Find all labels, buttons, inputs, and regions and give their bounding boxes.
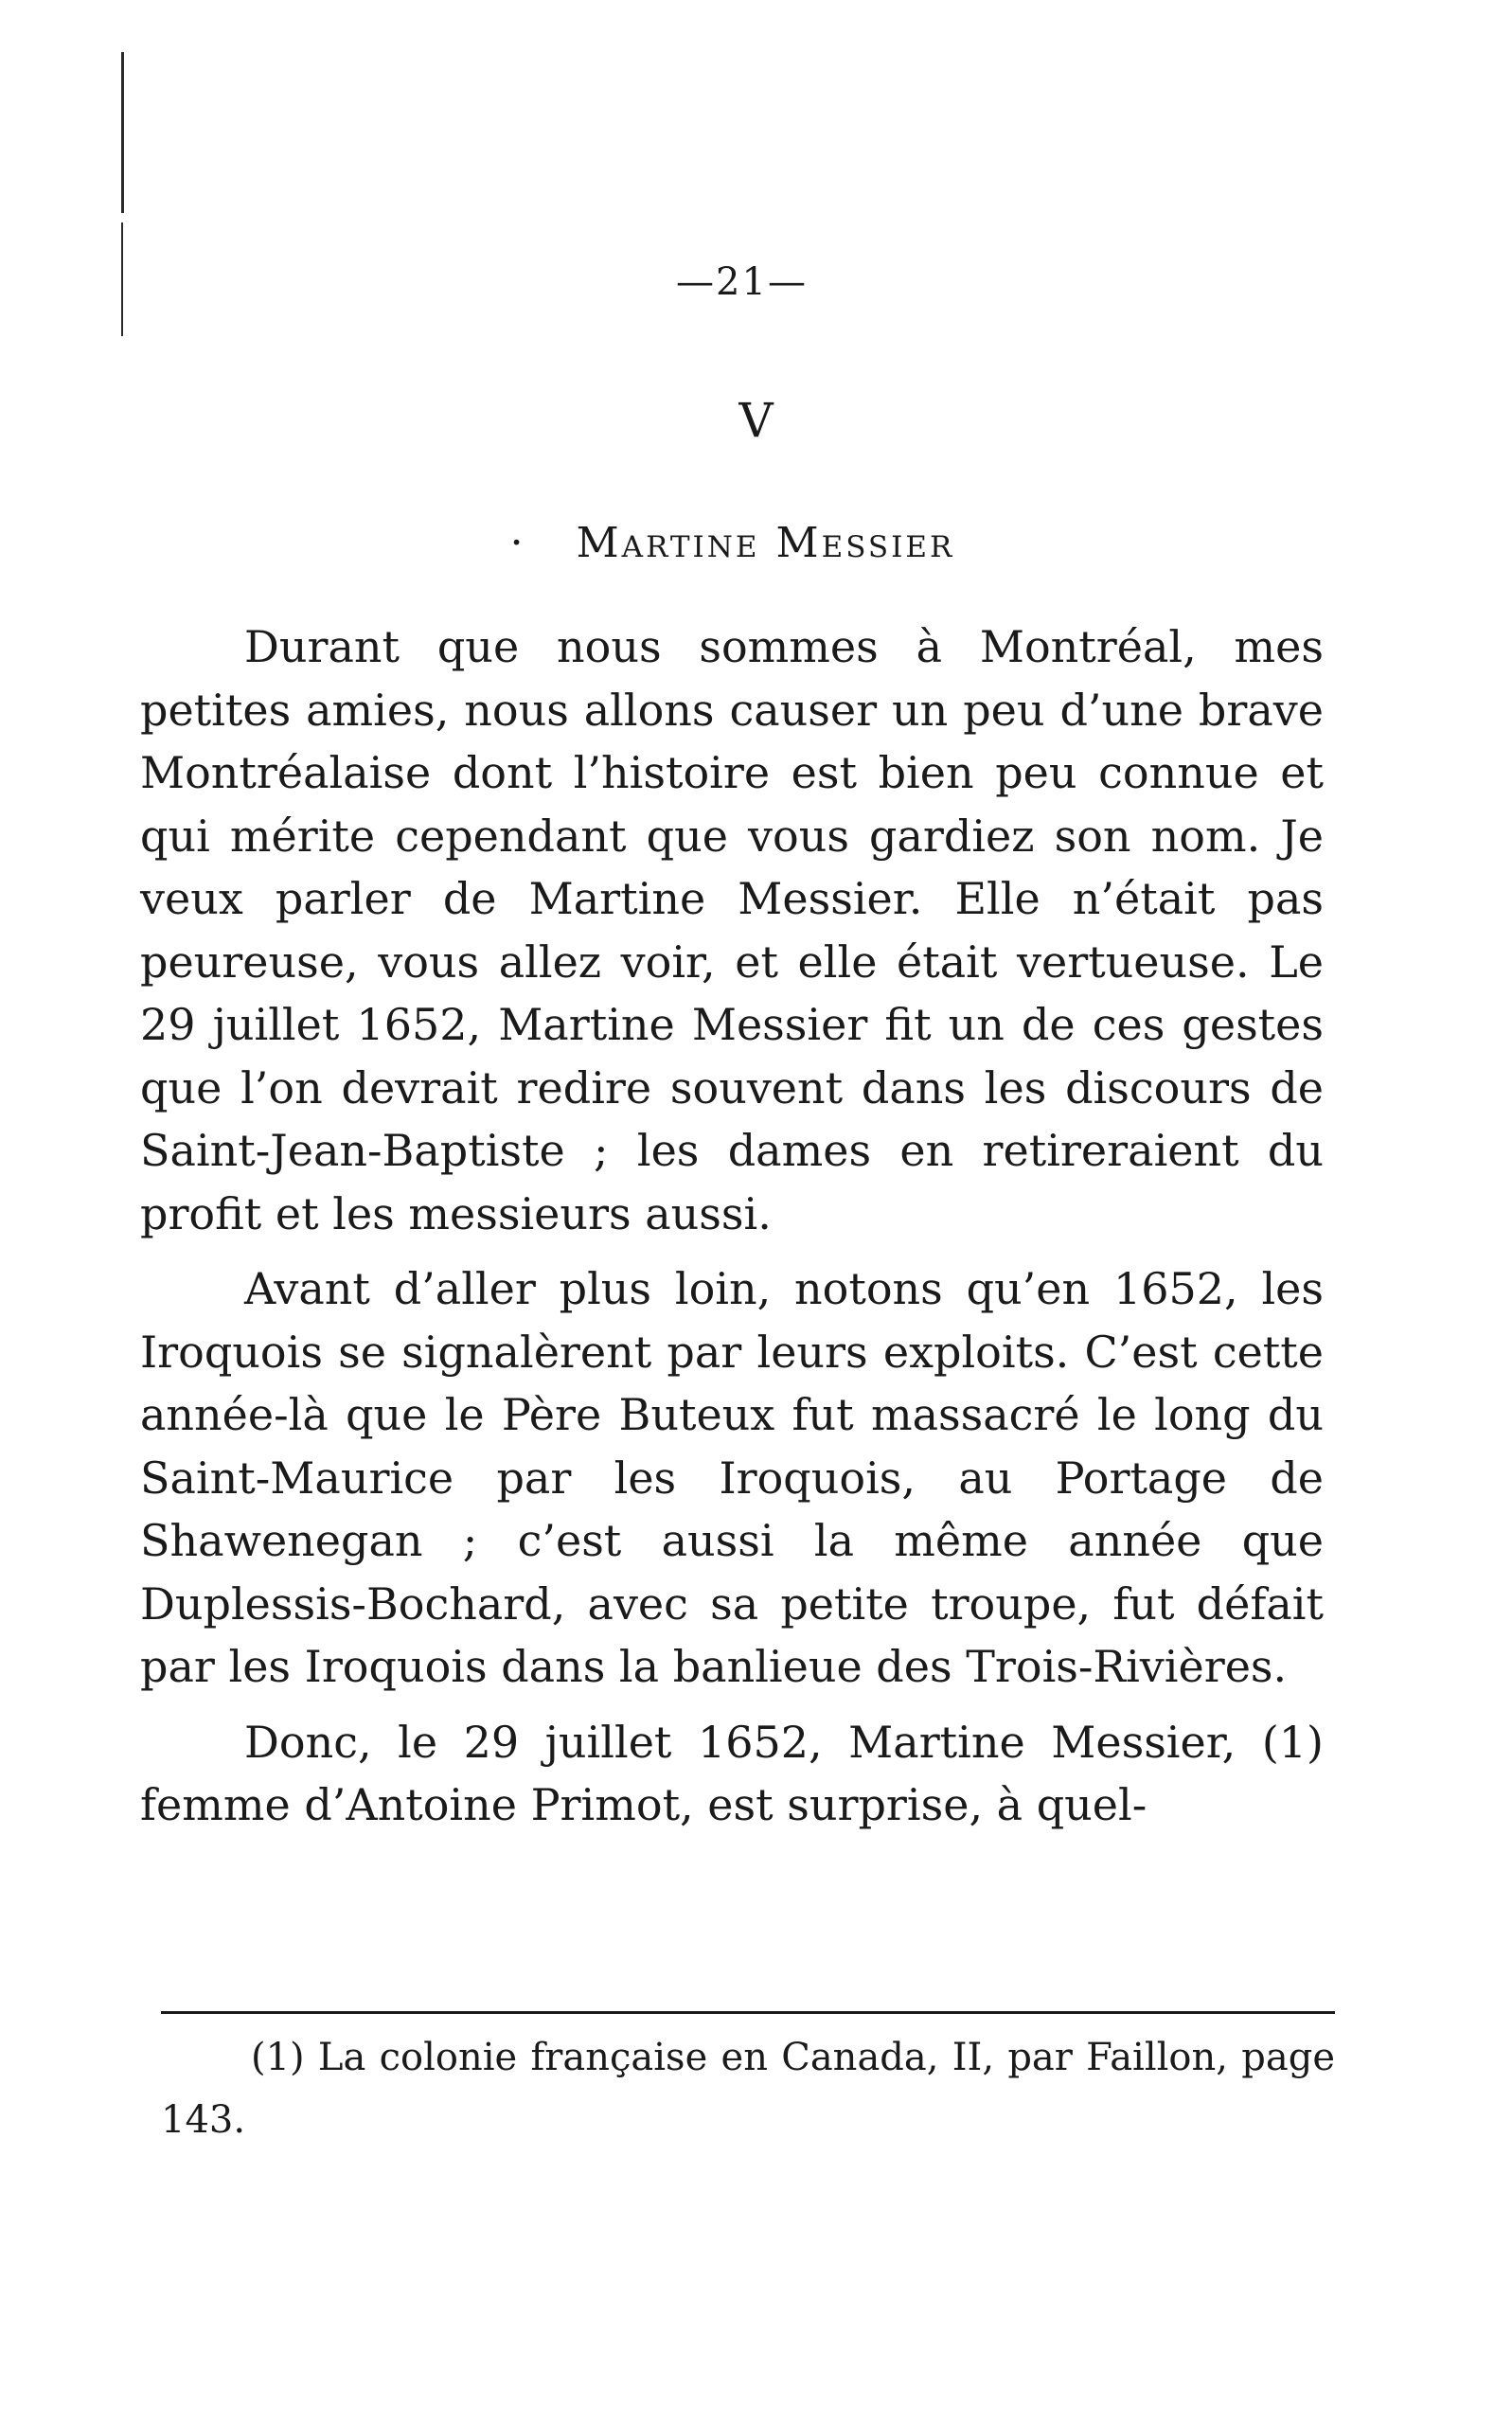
paragraph-2: Avant d’aller plus loin, notons qu’en 1652, les Iroquois se signalèrent par leurs exploits. C’est cette année-là que le Père Buteux fut massacré le long du Saint-Maurice par les Iroquois, au Portage de Shawenegan ; c’est aussi la même année que Duplessis-Bochard, avec sa petite troupe, fut défait par les Iroquois dans la banlieue des Trois-Rivières. [140,1263,1324,1692]
footnote: (1) La colonie française en Canada, II, par Faillon, page 143. [161,2036,1335,2142]
footnote-rule [161,2011,1335,2014]
chapter-title-row [9,519,1512,567]
chapter-numeral: V [738,393,774,448]
body-text [140,615,1324,1837]
page-number: —21— [676,260,808,304]
chapter-title: Martine Messier [576,519,955,567]
stray-mark: · [509,519,526,567]
paragraph-1: Durant que nous sommes à Montréal, mes petites amies, nous allons causer un peu d’une brave Montréalaise dont l’histoire est bien peu connue et qui mérite cependant que vous gardiez son nom. Je veux parler de Martine Messier. Elle n’était pas peureuse, vous allez voir, et elle était vertueuse. Le 29 juillet 1652, Martine Messier fit un de ces gestes que l’on devrait redire souvent dans les discours de Saint-Jean-Baptiste ; les dames en retireraient du profit et les messieurs aussi. [140,621,1324,1239]
margin-rule-upper [121,52,124,213]
paragraph-3: Donc, le 29 juillet 1652, Martine Messier, (1) femme d’Antoine Primot, est surprise, à quel- [140,1716,1324,1830]
